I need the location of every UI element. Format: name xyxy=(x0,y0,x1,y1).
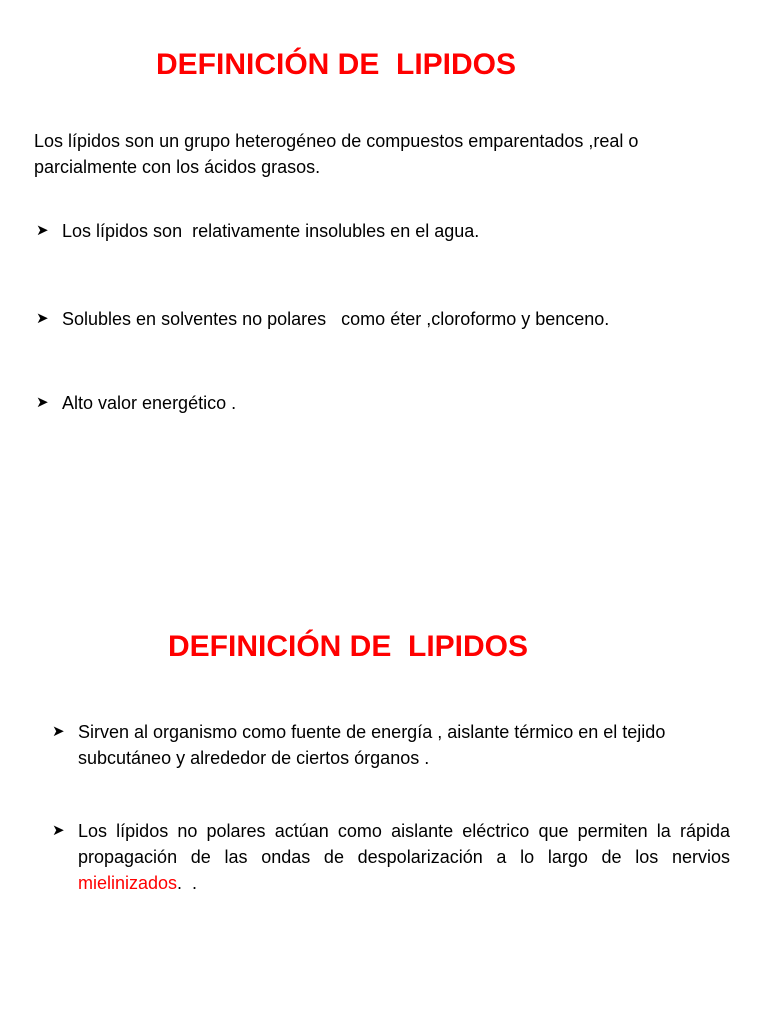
bullet-text-tail: . . xyxy=(177,873,198,893)
arrowhead-bullet-icon: ➤ xyxy=(36,310,49,327)
list-item xyxy=(36,218,726,244)
bullet-text: Los lípidos son relativamente insolubles en el agua. xyxy=(62,221,480,241)
arrowhead-bullet-icon: ➤ xyxy=(36,394,49,411)
arrowhead-bullet-icon: ➤ xyxy=(52,822,65,839)
bullet-text-body: Los lípidos no polares actúan como aislante eléctrico que permiten la rápida propagación de las ondas de despolarización a lo largo de los nervios xyxy=(78,821,736,867)
section1-intro: Los lípidos son un grupo heterogéneo de compuestos emparentados ,real o parcialmente con los ácidos grasos. xyxy=(34,131,639,177)
bullet-text: Alto valor energético . xyxy=(62,393,237,413)
bullet-text: Sirven al organismo como fuente de energía , aislante térmico en el tejido subcutáneo y alrededor de ciertos órganos . xyxy=(78,722,671,768)
bullet-text xyxy=(78,818,736,896)
list-item xyxy=(36,390,726,416)
bullet-text: Solubles en solventes no polares como éter ,cloroformo y benceno. xyxy=(62,309,610,329)
arrowhead-bullet-icon: ➤ xyxy=(36,222,49,239)
highlight-word: mielinizados xyxy=(78,873,178,893)
arrowhead-bullet-icon: ➤ xyxy=(52,723,65,740)
list-item xyxy=(52,818,736,896)
list-item xyxy=(52,719,710,771)
section1-title: DEFINICIÓN DE LIPIDOS xyxy=(156,48,517,81)
list-item xyxy=(36,306,696,332)
section2-title: DEFINICIÓN DE LIPIDOS xyxy=(168,630,529,663)
